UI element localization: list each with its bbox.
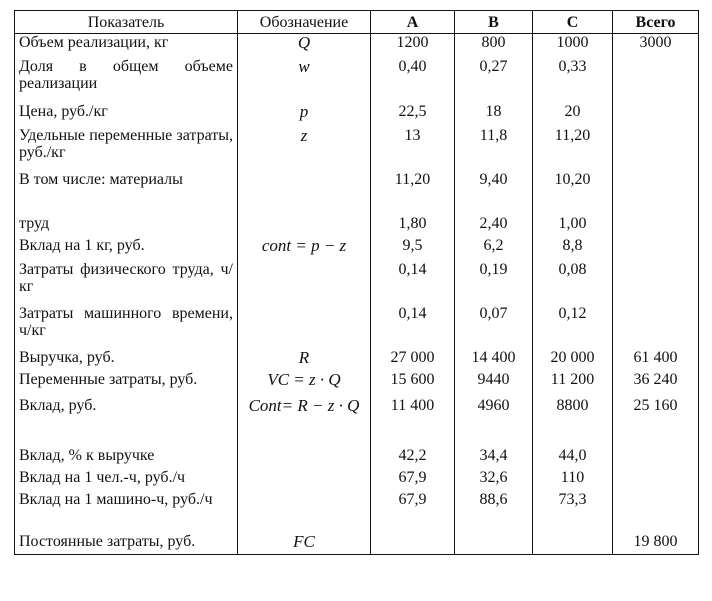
row-label: Постоянные затраты, руб. (15, 533, 238, 555)
row-symbol (238, 491, 371, 533)
cell-total: 3000 (613, 34, 699, 58)
cell-total: 25 160 (613, 397, 699, 447)
table-row (15, 447, 699, 469)
row-symbol: Cont= R − z · Q (238, 397, 371, 447)
row-label: Объем реализации, кг (15, 34, 238, 58)
header-total: Всего (613, 11, 699, 34)
cell-c: 44,0 (533, 447, 613, 469)
cell-total (613, 447, 699, 469)
row-label: Выручка, руб. (15, 349, 238, 371)
row-label: Вклад, руб. (15, 397, 238, 447)
row-symbol (238, 261, 371, 305)
cell-b: 6,2 (455, 237, 533, 261)
cell-total (613, 237, 699, 261)
row-label: Удельные переменные затраты, руб./кг (15, 127, 238, 171)
cell-a: 11,20 (371, 171, 455, 215)
cell-c: 73,3 (533, 491, 613, 533)
row-label: Вклад на 1 кг, руб. (15, 237, 238, 261)
cell-c: 8,8 (533, 237, 613, 261)
row-label: Вклад на 1 чел.-ч, руб./ч (15, 469, 238, 491)
row-label: Цена, руб./кг (15, 103, 238, 127)
cell-total: 19 800 (613, 533, 699, 555)
table-row (15, 34, 699, 58)
row-label: Затраты машинного времени, ч/кг (15, 305, 238, 349)
cell-b: 32,6 (455, 469, 533, 491)
cell-b: 800 (455, 34, 533, 58)
cell-c: 0,33 (533, 58, 613, 103)
row-symbol (238, 171, 371, 215)
row-label: В том числе: материалы (15, 171, 238, 215)
table-row (15, 58, 699, 103)
row-symbol (238, 469, 371, 491)
cell-a: 0,14 (371, 261, 455, 305)
cell-c: 20 (533, 103, 613, 127)
row-label: Переменные затраты, руб. (15, 371, 238, 397)
table-header-row (15, 11, 699, 34)
table-row (15, 215, 699, 237)
cell-total (613, 305, 699, 349)
cell-total: 61 400 (613, 349, 699, 371)
cell-total (613, 215, 699, 237)
table-row (15, 171, 699, 215)
cell-b: 18 (455, 103, 533, 127)
cell-c: 1000 (533, 34, 613, 58)
cell-total (613, 491, 699, 533)
table-row (15, 491, 699, 533)
table-row (15, 237, 699, 261)
table-row (15, 533, 699, 555)
cell-a (371, 533, 455, 555)
cell-b: 0,19 (455, 261, 533, 305)
row-label: Доля в общем объеме реализации (15, 58, 238, 103)
row-symbol: z (238, 127, 371, 171)
cell-a: 0,14 (371, 305, 455, 349)
header-symbol: Обозначение (238, 11, 371, 34)
document-page (14, 10, 698, 555)
header-product-c: C (533, 11, 613, 34)
table-row (15, 103, 699, 127)
table-row (15, 127, 699, 171)
row-symbol (238, 305, 371, 349)
row-symbol: Q (238, 34, 371, 58)
row-label: Вклад, % к выручке (15, 447, 238, 469)
table-row (15, 371, 699, 397)
cell-c: 1,00 (533, 215, 613, 237)
table-row (15, 349, 699, 371)
table-row (15, 305, 699, 349)
cell-b: 4960 (455, 397, 533, 447)
cell-c: 20 000 (533, 349, 613, 371)
cell-c: 8800 (533, 397, 613, 447)
cell-total (613, 469, 699, 491)
cell-total: 36 240 (613, 371, 699, 397)
row-symbol: p (238, 103, 371, 127)
row-symbol: w (238, 58, 371, 103)
cell-b: 11,8 (455, 127, 533, 171)
cell-c: 110 (533, 469, 613, 491)
cell-b: 0,07 (455, 305, 533, 349)
cell-a: 67,9 (371, 491, 455, 533)
cell-b: 0,27 (455, 58, 533, 103)
cell-a: 11 400 (371, 397, 455, 447)
cell-a: 1,80 (371, 215, 455, 237)
row-label: Вклад на 1 машино-ч, руб./ч (15, 491, 238, 533)
cell-a: 15 600 (371, 371, 455, 397)
cell-a: 22,5 (371, 103, 455, 127)
cell-total (613, 127, 699, 171)
row-symbol: cont = p − z (238, 237, 371, 261)
cell-a: 13 (371, 127, 455, 171)
cell-b: 34,4 (455, 447, 533, 469)
cell-c: 0,12 (533, 305, 613, 349)
cell-a: 67,9 (371, 469, 455, 491)
cell-b: 88,6 (455, 491, 533, 533)
cell-a: 1200 (371, 34, 455, 58)
row-symbol: FC (238, 533, 371, 555)
cell-c: 10,20 (533, 171, 613, 215)
cell-a: 42,2 (371, 447, 455, 469)
cell-b: 9,40 (455, 171, 533, 215)
cell-b (455, 533, 533, 555)
row-symbol: VC = z · Q (238, 371, 371, 397)
cell-c: 11,20 (533, 127, 613, 171)
table-row (15, 397, 699, 447)
cell-c (533, 533, 613, 555)
cell-c: 0,08 (533, 261, 613, 305)
cell-total (613, 171, 699, 215)
cell-b: 2,40 (455, 215, 533, 237)
table-row (15, 261, 699, 305)
cell-a: 27 000 (371, 349, 455, 371)
row-label: Затраты физического труда, ч/кг (15, 261, 238, 305)
cell-total (613, 58, 699, 103)
cell-a: 9,5 (371, 237, 455, 261)
row-label: труд (15, 215, 238, 237)
row-symbol: R (238, 349, 371, 371)
cell-a: 0,40 (371, 58, 455, 103)
cell-b: 14 400 (455, 349, 533, 371)
cell-total (613, 261, 699, 305)
header-param: Показатель (15, 11, 238, 34)
table-row (15, 469, 699, 491)
cell-total (613, 103, 699, 127)
row-symbol (238, 447, 371, 469)
header-product-a: A (371, 11, 455, 34)
cell-c: 11 200 (533, 371, 613, 397)
cell-b: 9440 (455, 371, 533, 397)
row-symbol (238, 215, 371, 237)
header-product-b: B (455, 11, 533, 34)
cost-volume-table (14, 10, 699, 555)
